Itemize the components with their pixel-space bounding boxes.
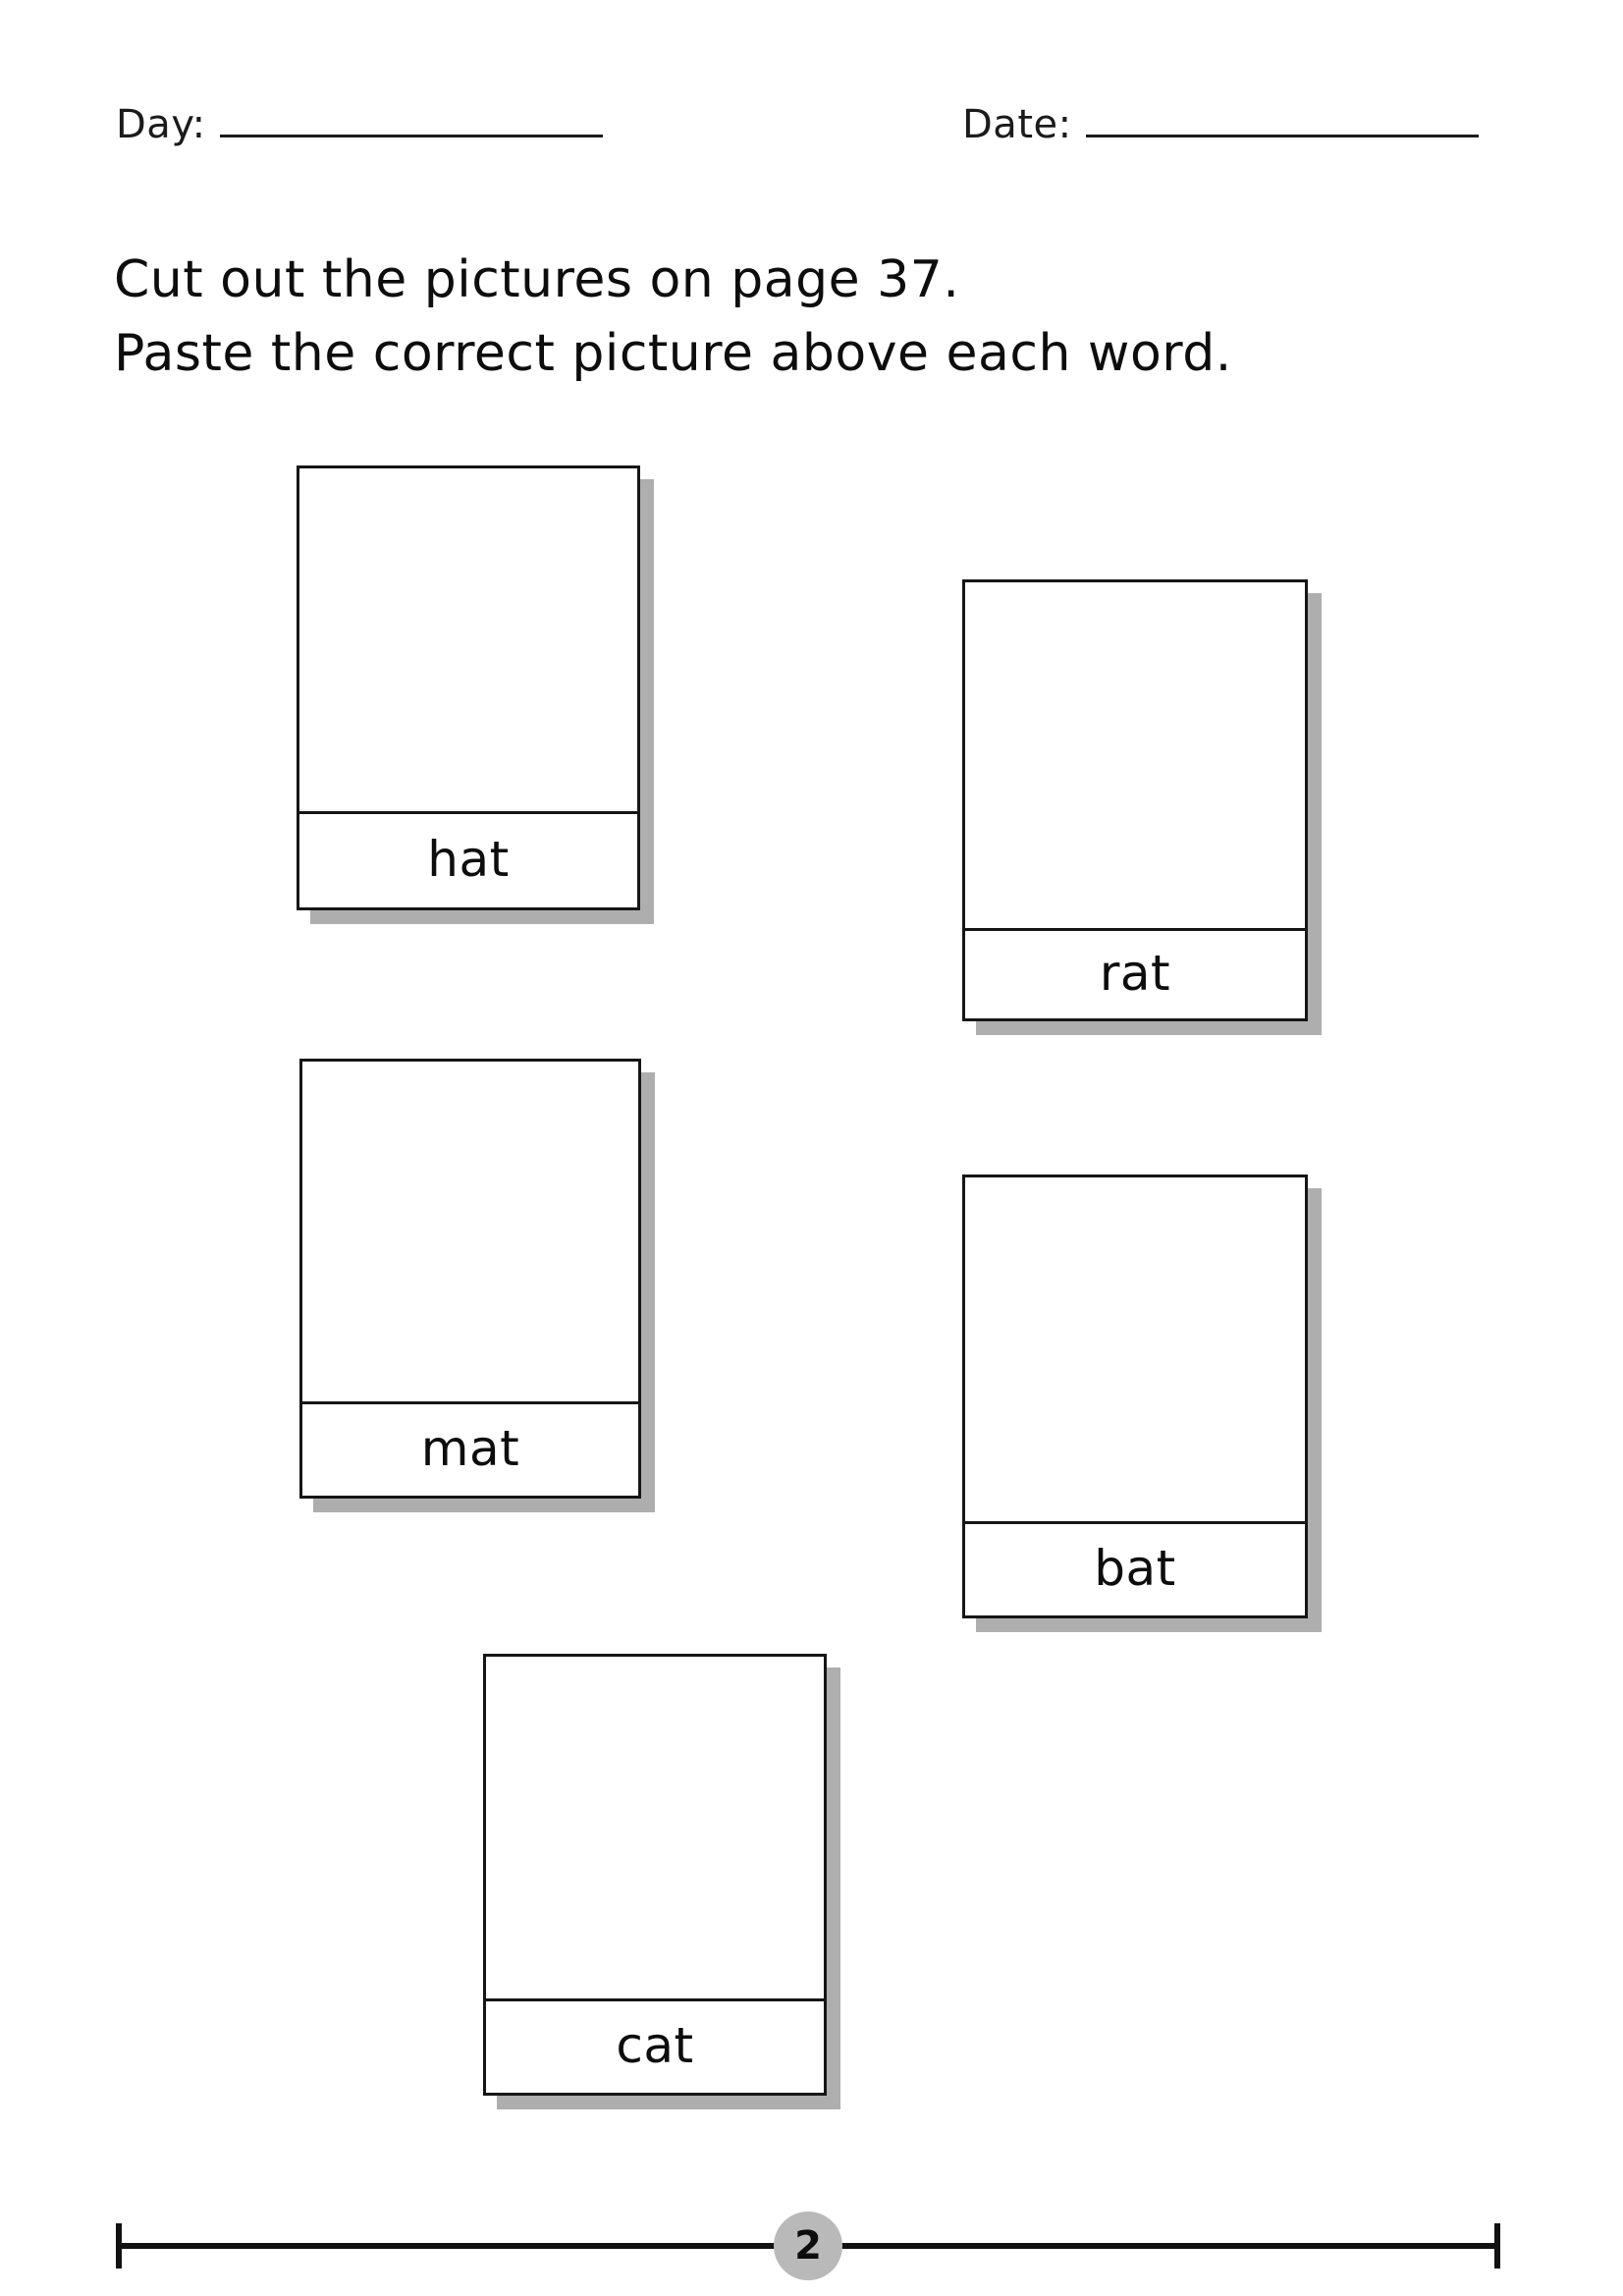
word-card-hat[interactable]	[297, 465, 640, 910]
instructions	[114, 244, 1528, 391]
day-label: Day:	[116, 102, 206, 147]
picture-paste-area[interactable]	[965, 1177, 1305, 1521]
word-card-bat[interactable]	[962, 1175, 1308, 1618]
date-field[interactable]	[962, 103, 1479, 146]
card-body	[483, 1654, 827, 2096]
date-label: Date:	[962, 102, 1072, 147]
day-write-line[interactable]	[220, 135, 603, 137]
instruction-line-1: Cut out the pictures on page 37.	[114, 250, 960, 309]
page-number-badge: 2	[774, 2212, 842, 2280]
picture-paste-area[interactable]	[299, 468, 637, 811]
day-field[interactable]	[116, 103, 603, 146]
footer	[116, 2212, 1500, 2280]
card-body	[299, 1059, 641, 1499]
word-card-mat[interactable]	[299, 1059, 641, 1499]
picture-paste-area[interactable]	[965, 582, 1305, 928]
header	[116, 103, 1510, 162]
card-body	[297, 465, 640, 910]
footer-cap-left	[116, 2223, 122, 2269]
card-body	[962, 579, 1308, 1021]
card-body	[962, 1175, 1308, 1618]
footer-cap-right	[1494, 2223, 1500, 2269]
card-word-label: hat	[299, 811, 637, 907]
picture-paste-area[interactable]	[302, 1062, 638, 1401]
card-word-label: cat	[486, 1998, 824, 2093]
card-word-label: rat	[965, 928, 1305, 1018]
card-word-label: bat	[965, 1521, 1305, 1615]
card-word-label: mat	[302, 1401, 638, 1496]
instruction-line-2: Paste the correct picture above each word.	[114, 324, 1232, 383]
word-card-rat[interactable]	[962, 579, 1308, 1021]
picture-paste-area[interactable]	[486, 1657, 824, 1998]
date-write-line[interactable]	[1086, 135, 1479, 137]
word-card-cat[interactable]	[483, 1654, 827, 2096]
